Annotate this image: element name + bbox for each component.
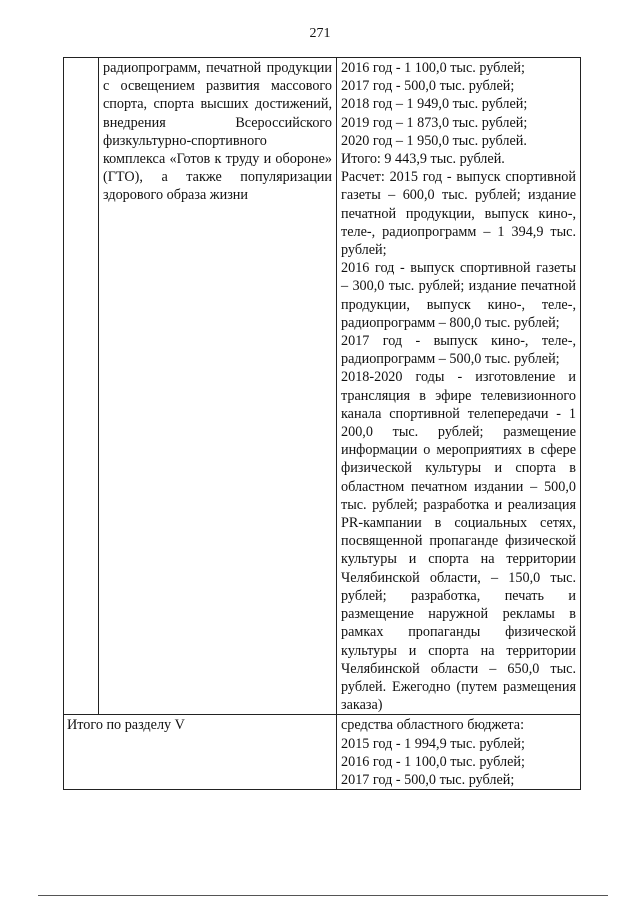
number-cell <box>64 58 99 715</box>
calculation-2017: 2017 год - выпуск кино-, теле-, радиопрограмм – 500,0 тыс. рублей; <box>341 333 576 368</box>
financing-total: Итого: 9 443,9 тыс. рублей. <box>341 151 505 168</box>
financing-year-line: 2015 год - 1 994,9 тыс. рублей; <box>341 735 525 752</box>
section-total-financing-cell <box>337 715 581 790</box>
program-table <box>63 57 581 790</box>
section-total-cell <box>64 715 337 790</box>
description-cell <box>99 58 337 715</box>
financing-year-line: 2016 год - 1 100,0 тыс. рублей; <box>341 60 525 76</box>
page-number: 271 <box>309 26 331 41</box>
financing-year-line: 2017 год - 500,0 тыс. рублей; <box>341 78 515 95</box>
bottom-rule <box>38 895 608 896</box>
financing-year-line: 2016 год - 1 100,0 тыс. рублей; <box>341 753 525 770</box>
financing-year-line: 2017 год - 500,0 тыс. рублей; <box>341 771 515 788</box>
financing-year-line: 2019 год – 1 873,0 тыс. рублей; <box>341 114 528 131</box>
calculation-2018-2020: 2018-2020 годы - изготовление и трансляция в эфире телевизионного канала спортивной телепередачи - 1 200,0 тыс. рублей; размещение информации о мероприятиях в сфере физической культуры и спорта в областном печатном издании – 500,0 тыс. рублей; разработка и реализация PR-кампании в социальных сетях, посвященной пропаганде физической культуры и спорта на территории Челябинской области, – 150,0 тыс. рублей; разработка, печать и размещение наружной рекламы в рамках пропаганды физической культуры и спорта на территории Челябинской области – 650,0 тыс. рублей. Ежегодно (путем размещения заказа) <box>341 369 576 714</box>
financing-year-line: 2018 год – 1 949,0 тыс. рублей; <box>341 96 528 113</box>
calculation-2015: Расчет: 2015 год - выпуск спортивной газеты – 600,0 тыс. рублей; издание печатной продукции, выпуск кино-, теле-, радиопрограмм – 1 394,9 тыс. рублей; <box>341 169 576 259</box>
section-total-label: Итого по разделу V <box>67 717 185 734</box>
budget-source-header: средства областного бюджета: <box>341 717 525 734</box>
financing-year-line: 2020 год – 1 950,0 тыс. рублей. <box>341 132 527 149</box>
measure-description: радиопрограмм, печатной продукции с освещением развития массового спорта, спорта высших достижений, внедрения Всероссийского физкультурно-спортивного комплекса «Готов к труду и обороне» (ГТО), а также популяризации здорового образа жизни <box>103 60 332 204</box>
financing-cell <box>337 58 581 715</box>
table-row <box>64 715 581 790</box>
calculation-2016: 2016 год - выпуск спортивной газеты – 300,0 тыс. рублей; издание печатной продукции, выпуск кино-, теле-, радиопрограмм – 800,0 тыс. рублей; <box>341 260 576 331</box>
table-row <box>64 58 581 715</box>
